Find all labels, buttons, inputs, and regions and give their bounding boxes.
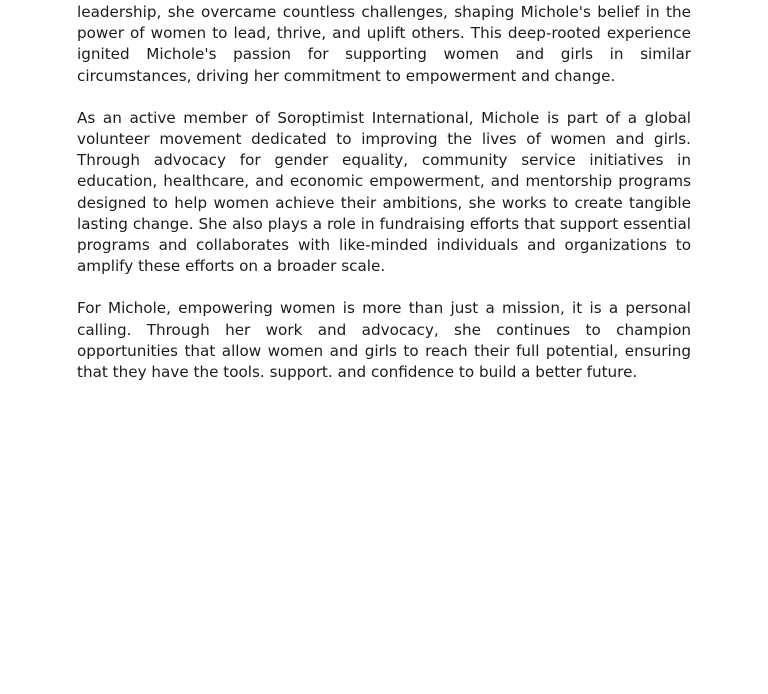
paragraph-soroptimist: As an active member of Soroptimist International, Michole is part of a global volunteer movement dedicated to improving the lives of women and girls. Through advocacy for gender equality, community service initiatives in education, healthcare, and economic empowerment, and mentorship programs designed to help women achieve their ambitions, she works to create tangible lasting change. She also plays a role in fundraising efforts that support essential programs and collaborates with like-minded individuals and organizations to amplify these efforts on a broader scale.	[77, 108, 691, 276]
article-body	[77, 2, 691, 404]
paragraph-personal-calling: For Michole, empowering women is more than just a mission, it is a personal calling. Through her work and advocacy, she continues to champion opportunities that allow women and girls to reach their full potential, ensuring that they have the tools. support. and confidence to build a better future.	[77, 299, 691, 382]
paragraph-leadership: leadership, she overcame countless challenges, shaping Michole's belief in the power of women to lead, thrive, and uplift others. This deep-rooted experience ignited Michole's passion for supporting women and girls in similar circumstances, driving her commitment to empowerment and change.	[77, 3, 691, 85]
